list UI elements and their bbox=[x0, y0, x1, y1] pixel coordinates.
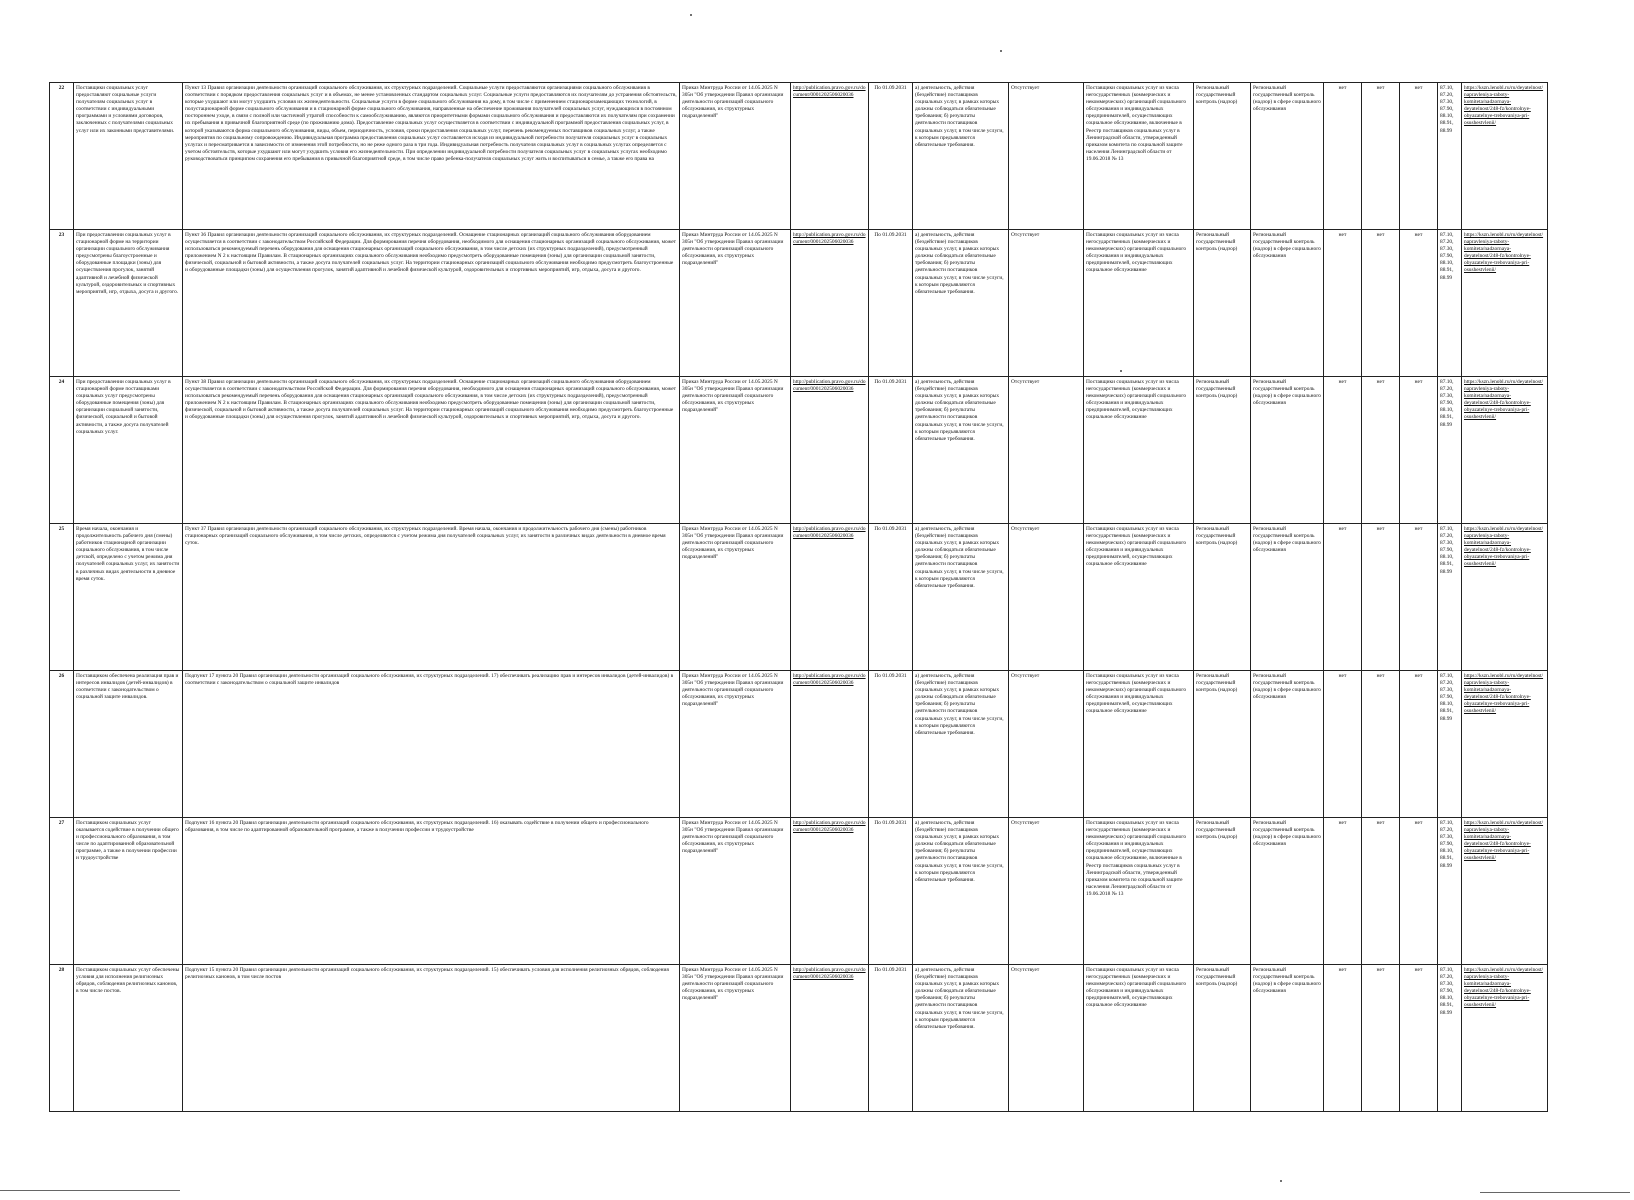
control-object-cell: а) деятельность, действия (бездействие) поставщиков социальных услуг, в рамках которых должны соблюдаться обязательные требования; б) результаты деятельности поставщиков социальных услуг, в том числе услуги, к которым предъявляются обязательные требования. bbox=[913, 83, 1009, 230]
row-number: 23 bbox=[50, 230, 74, 377]
legal-act-cell: Приказ Минтруда России от 14.05.2025 N 305н "Об утверждении Правил организации деятельности организаций социального обслуживания, их структурных подразделений" bbox=[680, 671, 791, 818]
subjects-cell: Поставщики социальных услуг из числа негосударственных (коммерческих и некоммерческих) организаций социального обслуживания и индивидуальных предпринимателей, осуществляющих социальное обслуживание bbox=[1084, 377, 1194, 524]
exceptions-cell: Отсутствует bbox=[1009, 818, 1084, 965]
flag-cell-2: нет bbox=[1362, 818, 1400, 965]
control-type-cell: Региональный государственный контроль (надзор) bbox=[1194, 965, 1251, 1112]
control-object-cell: а) деятельность, действия (бездействие) поставщиков социальных услуг, в рамках которых должны соблюдаться обязательные требования; б) результаты деятельности поставщиков социальных услуг, в том числе услуги, к которым предъявляются обязательные требования. bbox=[913, 965, 1009, 1112]
act-url-cell[interactable]: http://publication.pravo.gov.ru/document/0001202506020036 bbox=[791, 524, 869, 671]
flag-cell-2: нет bbox=[1362, 377, 1400, 524]
page-link-cell[interactable]: https://kszn.lenobl.ru/ru/deyatelnost/napravleniya-raboty-komiteta/nadzornaya-deyatelnost/248-fz/kontrolnye-obyazatelnye-trebovaniya-pri-osushestvlenii/ bbox=[1462, 965, 1548, 1112]
term-cell: По 01.09.2031 bbox=[869, 818, 913, 965]
legal-act-cell: Приказ Минтруда России от 14.05.2025 N 305н "Об утверждении Правил организации деятельности организаций социального обслуживания, их структурных подразделений" bbox=[680, 818, 791, 965]
exceptions-cell: Отсутствует bbox=[1009, 671, 1084, 818]
legal-act-cell: Приказ Минтруда России от 14.05.2025 N 305н "Об утверждении Правил организации деятельности организаций социального обслуживания, их структурных подразделений" bbox=[680, 83, 791, 230]
legal-act-cell: Приказ Минтруда России от 14.05.2025 N 305н "Об утверждении Правил организации деятельности организаций социального обслуживания, их структурных подразделений" bbox=[680, 230, 791, 377]
flag-cell-3: нет bbox=[1400, 671, 1438, 818]
flag-cell-3: нет bbox=[1400, 230, 1438, 377]
act-url-cell[interactable]: http://publication.pravo.gov.ru/document/0001202506020036 bbox=[791, 83, 869, 230]
flag-cell-3: нет bbox=[1400, 83, 1438, 230]
control-name-cell: Региональный государственный контроль (надзор) в сфере социального обслуживания bbox=[1251, 965, 1324, 1112]
control-object-cell: а) деятельность, действия (бездействие) поставщиков социальных услуг, в рамках которых должны соблюдаться обязательные требования; б) результаты деятельности поставщиков социальных услуг, в том числе услуги, к которым предъявляются обязательные требования. bbox=[913, 671, 1009, 818]
table-row bbox=[50, 524, 1548, 671]
requirement-cell: Поставщиком социальных услуг оказывается содействие в получении общего и профессионального образования, в том числе по адаптированной образовательной программе, а также в получении профессии и трудоустройстве bbox=[74, 818, 183, 965]
act-url-cell[interactable]: http://publication.pravo.gov.ru/document/0001202506020036 bbox=[791, 230, 869, 377]
control-type-cell: Региональный государственный контроль (надзор) bbox=[1194, 524, 1251, 671]
page-link-cell[interactable]: https://kszn.lenobl.ru/ru/deyatelnost/napravleniya-raboty-komiteta/nadzornaya-deyatelnost/248-fz/kontrolnye-obyazatelnye-trebovaniya-pri-osushestvlenii/ bbox=[1462, 230, 1548, 377]
okved-cell: 87.10, 87.20, 87.30, 87.90, 88.10, 88.91, 88.99 bbox=[1438, 524, 1462, 671]
row-number: 28 bbox=[50, 965, 74, 1112]
exceptions-cell: Отсутствует bbox=[1009, 524, 1084, 671]
flag-cell-3: нет bbox=[1400, 524, 1438, 671]
exceptions-cell: Отсутствует bbox=[1009, 83, 1084, 230]
legal-act-cell: Приказ Минтруда России от 14.05.2025 N 305н "Об утверждении Правил организации деятельности организаций социального обслуживания, их структурных подразделений" bbox=[680, 965, 791, 1112]
page-link-cell[interactable]: https://kszn.lenobl.ru/ru/deyatelnost/napravleniya-raboty-komiteta/nadzornaya-deyatelnost/248-fz/kontrolnye-obyazatelnye-trebovaniya-pri-osushestvlenii/ bbox=[1462, 83, 1548, 230]
act-url-cell[interactable]: http://publication.pravo.gov.ru/document/0001202506020036 bbox=[791, 377, 869, 524]
flag-cell-3: нет bbox=[1400, 377, 1438, 524]
control-name-cell: Региональный государственный контроль (надзор) в сфере социального обслуживания bbox=[1251, 377, 1324, 524]
control-name-cell: Региональный государственный контроль (надзор) в сфере социального обслуживания bbox=[1251, 818, 1324, 965]
control-type-cell: Региональный государственный контроль (надзор) bbox=[1194, 377, 1251, 524]
table-row bbox=[50, 377, 1548, 524]
okved-cell: 87.10, 87.20, 87.30, 87.90, 88.10, 88.91, 88.99 bbox=[1438, 230, 1462, 377]
control-name-cell: Региональный государственный контроль (надзор) в сфере социального обслуживания bbox=[1251, 83, 1324, 230]
exceptions-cell: Отсутствует bbox=[1009, 230, 1084, 377]
flag-cell-2: нет bbox=[1362, 83, 1400, 230]
row-number: 26 bbox=[50, 671, 74, 818]
row-number: 22 bbox=[50, 83, 74, 230]
subjects-cell: Поставщики социальных услуг из числа негосударственных (коммерческих и некоммерческих) организаций социального обслуживания и индивидуальных предпринимателей, осуществляющих социальное обслуживание bbox=[1084, 230, 1194, 377]
okved-cell: 87.10, 87.20, 87.30, 87.90, 88.10, 88.91, 88.99 bbox=[1438, 671, 1462, 818]
control-object-cell: а) деятельность, действия (бездействие) поставщиков социальных услуг, в рамках которых должны соблюдаться обязательные требования; б) результаты деятельности поставщиков социальных услуг, в том числе услуги, к которым предъявляются обязательные требования. bbox=[913, 524, 1009, 671]
term-cell: По 01.09.2031 bbox=[869, 230, 913, 377]
scan-artifact bbox=[1480, 1192, 1630, 1193]
scan-artifact bbox=[1000, 50, 1002, 52]
requirements-table bbox=[49, 82, 1548, 1112]
norm-text-cell: Подпункт 15 пункта 20 Правил организации деятельности организаций социального обслуживания, их структурных подразделений. 15) обеспечивать условия для исполнения религиозных обрядов, соблюдения религиозных канонов, в том числе постов bbox=[183, 965, 680, 1112]
norm-text-cell: Пункт 36 Правил организации деятельности организаций социального обслуживания, их структурных подразделений. Оснащение стационарных организаций социального обслуживания оборудованием осуществляется в соответствии с законодательством Российской Федерации. Для формирования перечня оборудования, необходимого для оснащения стационарных организаций социального обслуживания, может использоваться рекомендуемый перечень оборудования для оснащения стационарных организаций социального обслуживания, в том числе детских (их структурных подразделений), предусмотренный приложением N 2 к настоящим Правилам. В стационарных организациях социального обслуживания необходимо предусмотреть оборудованные помещения (зоны) для организации социальной занятости, физической, социальной и бытовой активности, а также досуга получателей социальных услуг. На территории стационарных организаций социального обслуживания необходимо предусмотреть благоустроенные и оборудованные площадки (зоны) для осуществления прогулок, занятий адаптивной и лечебной физической культурой, оздоровительных и спортивных мероприятий, игр, отдыха, досуга и другого. bbox=[183, 230, 680, 377]
control-name-cell: Региональный государственный контроль (надзор) в сфере социального обслуживания bbox=[1251, 230, 1324, 377]
term-cell: По 01.09.2031 bbox=[869, 83, 913, 230]
term-cell: По 01.09.2031 bbox=[869, 671, 913, 818]
control-type-cell: Региональный государственный контроль (надзор) bbox=[1194, 671, 1251, 818]
flag-cell-1: нет bbox=[1324, 671, 1362, 818]
row-number: 25 bbox=[50, 524, 74, 671]
page-link-cell[interactable]: https://kszn.lenobl.ru/ru/deyatelnost/napravleniya-raboty-komiteta/nadzornaya-deyatelnost/248-fz/kontrolnye-obyazatelnye-trebovaniya-pri-osushestvlenii/ bbox=[1462, 377, 1548, 524]
flag-cell-1: нет bbox=[1324, 965, 1362, 1112]
legal-act-cell: Приказ Минтруда России от 14.05.2025 N 305н "Об утверждении Правил организации деятельности организаций социального обслуживания, их структурных подразделений" bbox=[680, 377, 791, 524]
scan-artifact bbox=[1120, 370, 1122, 372]
norm-text-cell: Подпункт 16 пункта 20 Правил организации деятельности организаций социального обслуживания, их структурных подразделений. 16) оказывать содействие в получении общего и профессионального образования, в том числе по адаптированной образовательной программе, а также в получении профессии и трудоустройстве bbox=[183, 818, 680, 965]
flag-cell-1: нет bbox=[1324, 818, 1362, 965]
control-type-cell: Региональный государственный контроль (надзор) bbox=[1194, 83, 1251, 230]
control-object-cell: а) деятельность, действия (бездействие) поставщиков социальных услуг, в рамках которых должны соблюдаться обязательные требования; б) результаты деятельности поставщиков социальных услуг, в том числе услуги, к которым предъявляются обязательные требования. bbox=[913, 377, 1009, 524]
flag-cell-2: нет bbox=[1362, 524, 1400, 671]
okved-cell: 87.10, 87.20, 87.30, 87.90, 88.10, 88.91, 88.99 bbox=[1438, 965, 1462, 1112]
legal-act-cell: Приказ Минтруда России от 14.05.2025 N 305н "Об утверждении Правил организации деятельности организаций социального обслуживания, их структурных подразделений" bbox=[680, 524, 791, 671]
requirement-cell: Время начала, окончания и продолжительность рабочего дня (смены) работников стационарной организации социального обслуживания, в том числе детской, определено с учетом режима дня получателей социальных услуг, их занятости в различных видах деятельности в дневное время суток. bbox=[74, 524, 183, 671]
exceptions-cell: Отсутствует bbox=[1009, 965, 1084, 1112]
flag-cell-1: нет bbox=[1324, 83, 1362, 230]
exceptions-cell: Отсутствует bbox=[1009, 377, 1084, 524]
subjects-cell: Поставщики социальных услуг из числа негосударственных (коммерческих и некоммерческих) организаций социального обслуживания и индивидуальных предпринимателей, осуществляющих социальное обслуживание bbox=[1084, 965, 1194, 1112]
flag-cell-2: нет bbox=[1362, 230, 1400, 377]
scan-artifact bbox=[1280, 1180, 1282, 1182]
scan-artifact bbox=[690, 14, 692, 16]
subjects-cell: Поставщики социальных услуг из числа негосударственных (коммерческих и некоммерческих) организаций социального обслуживания и индивидуальных предпринимателей, осуществляющих социальное обслуживание, включенные в Реестр поставщиков социальных услуг в Ленинградской области, утвержденный приказом комитета по социальной защите населения Ленинградской области от 19.06.2018 № 13 bbox=[1084, 818, 1194, 965]
requirement-cell: При предоставлении социальных услуг в стационарной форме поставщиками социальных услуг предусмотрены оборудованные помещения (зоны) для организации социальной занятости, физической, социальной и бытовой активности, а также досуга получателей социальных услуг. bbox=[74, 377, 183, 524]
flag-cell-1: нет bbox=[1324, 377, 1362, 524]
norm-text-cell: Пункт 38 Правил организации деятельности организаций социального обслуживания, их структурных подразделений. Оснащение стационарных организаций социального обслуживания оборудованием осуществляется в соответствии с законодательством Российской Федерации. Для формирования перечня оборудования, необходимого для оснащения стационарных организаций социального обслуживания, может использоваться рекомендуемый перечень оборудования для оснащения стационарных организаций социального обслуживания, в том числе детских (их структурных подразделений), предусмотренный приложением N 2 к настоящим Правилам. В стационарных организациях социального обслуживания необходимо предусмотреть оборудованные помещения (зоны) для организации социальной занятости, физической, социальной и бытовой активности, а также досуга получателей социальных услуг. На территории стационарных организаций социального обслуживания необходимо предусмотреть благоустроенные и оборудованные площадки (зоны) для осуществления прогулок, занятий адаптивной и лечебной физической культурой, оздоровительных и спортивных мероприятий, игр, отдыха, досуга и другого. bbox=[183, 377, 680, 524]
control-name-cell: Региональный государственный контроль (надзор) в сфере социального обслуживания bbox=[1251, 524, 1324, 671]
control-object-cell: а) деятельность, действия (бездействие) поставщиков социальных услуг, в рамках которых должны соблюдаться обязательные требования; б) результаты деятельности поставщиков социальных услуг, в том числе услуги, к которым предъявляются обязательные требования. bbox=[913, 230, 1009, 377]
requirement-cell: Поставщиком обеспечена реализация прав и интересов инвалидов (детей-инвалидов) в соответствии с законодательством о социальной защите инвалидов. bbox=[74, 671, 183, 818]
control-object-cell: а) деятельность, действия (бездействие) поставщиков социальных услуг, в рамках которых должны соблюдаться обязательные требования; б) результаты деятельности поставщиков социальных услуг, в том числе услуги, к которым предъявляются обязательные требования. bbox=[913, 818, 1009, 965]
flag-cell-2: нет bbox=[1362, 965, 1400, 1112]
term-cell: По 01.09.2031 bbox=[869, 377, 913, 524]
flag-cell-3: нет bbox=[1400, 965, 1438, 1112]
act-url-cell[interactable]: http://publication.pravo.gov.ru/document/0001202506020036 bbox=[791, 965, 869, 1112]
requirement-cell: Поставщиком социальных услуг обеспечены условия для исполнения религиозных обрядов, соблюдения религиозных канонов, в том числе постов. bbox=[74, 965, 183, 1112]
table-row bbox=[50, 671, 1548, 818]
table-row bbox=[50, 965, 1548, 1112]
requirement-cell: Поставщики социальных услуг предоставляют социальные услуги получателям социальных услуг в соответствии с индивидуальными программами и условиями договоров, заключенных с получателями социальных услуг или их законными представителями. bbox=[74, 83, 183, 230]
row-number: 27 bbox=[50, 818, 74, 965]
control-name-cell: Региональный государственный контроль (надзор) в сфере социального обслуживания bbox=[1251, 671, 1324, 818]
page-link-cell[interactable]: https://kszn.lenobl.ru/ru/deyatelnost/napravleniya-raboty-komiteta/nadzornaya-deyatelnost/248-fz/kontrolnye-obyazatelnye-trebovaniya-pri-osushestvlenii/ bbox=[1462, 524, 1548, 671]
okved-cell: 87.10, 87.20, 87.30, 87.90, 88.10, 88.91, 88.99 bbox=[1438, 818, 1462, 965]
table-row bbox=[50, 818, 1548, 965]
page-link-cell[interactable]: https://kszn.lenobl.ru/ru/deyatelnost/napravleniya-raboty-komiteta/nadzornaya-deyatelnost/248-fz/kontrolnye-obyazatelnye-trebovaniya-pri-osushestvlenii/ bbox=[1462, 818, 1548, 965]
page-link-cell[interactable]: https://kszn.lenobl.ru/ru/deyatelnost/napravleniya-raboty-komiteta/nadzornaya-deyatelnost/248-fz/kontrolnye-obyazatelnye-trebovaniya-pri-osushestvlenii/ bbox=[1462, 671, 1548, 818]
flag-cell-2: нет bbox=[1362, 671, 1400, 818]
requirement-cell: При предоставлении социальных услуг в стационарной форме на территории организации социального обслуживания предусмотрены благоустроенные и оборудованные площадки (зоны) для осуществления прогулок, занятий адаптивной и лечебной физической культурой, оздоровительных и спортивных мероприятий, игр, отдыха, досуга и другого. bbox=[74, 230, 183, 377]
control-type-cell: Региональный государственный контроль (надзор) bbox=[1194, 818, 1251, 965]
control-type-cell: Региональный государственный контроль (надзор) bbox=[1194, 230, 1251, 377]
act-url-cell[interactable]: http://publication.pravo.gov.ru/document/0001202506020036 bbox=[791, 671, 869, 818]
scan-artifact bbox=[0, 1190, 180, 1191]
subjects-cell: Поставщики социальных услуг из числа негосударственных (коммерческих и некоммерческих) организаций социального обслуживания и индивидуальных предпринимателей, осуществляющих социальное обслуживание bbox=[1084, 524, 1194, 671]
table-row bbox=[50, 83, 1548, 230]
act-url-cell[interactable]: http://publication.pravo.gov.ru/document/0001202506020036 bbox=[791, 818, 869, 965]
row-number: 24 bbox=[50, 377, 74, 524]
table-row bbox=[50, 230, 1548, 377]
flag-cell-1: нет bbox=[1324, 230, 1362, 377]
norm-text-cell: Подпункт 17 пункта 20 Правил организации деятельности организаций социального обслуживания, их структурных подразделений. 17) обеспечивать реализацию прав и интересов инвалидов (детей-инвалидов) в соответствии с законодательством о социальной защите инвалидов bbox=[183, 671, 680, 818]
norm-text-cell: Пункт 13 Правил организации деятельности организаций социального обслуживания, их структурных подразделений. Социальные услуги предоставляются организациями социального обслуживания в соответствии с порядком предоставления социальных услуг и в объемах, не менее установленных стандартом социальных услуг. Социальные услуги предоставляются их получателям до устранения обстоятельств, которые ухудшают или могут ухудшить условия их жизнедеятельности. Социальные услуги в форме социального обслуживания на дому, в том числе с применением стационарозамещающих технологий, в полустационарной форме социального обслуживания и в стационарной форме социального обслуживания, направленные на обеспечение проживания получателей социальных услуг, нуждающихся в постоянном постороннем уходе, в связи с полной или частичной утратой способности к самообслуживанию, являются приоритетными формами социального обслуживания и предоставляются их получателям при сохранении их пребывания в привычной благоприятной среде (по проживанию дома). Предоставление социальных услуг осуществляется в соответствии с индивидуальной программой предоставления социальных услуг, в которой указываются форма социального обслуживания, виды, объем, периодичность, условия, сроки предоставления социальных услуг, перечень рекомендуемых поставщиков социальных услуг, а также мероприятия по социальному сопровождению. Индивидуальная программа предоставления социальных услуг составляется исходя из индивидуальной потребности получателя социальных услуг в социальных услугах и пересматривается в зависимости от изменения этой потребности, но не реже одного раза в три года. Индивидуальная потребность получателя социальных услуг в социальных услугах определяется с учетом обстоятельств, которые ухудшают или могут ухудшить условия его жизнедеятельности. При определении индивидуальной потребности получателя социальных услуг в социальных услугах необходимо руководствоваться принципом сохранения его пребывания в привычной благоприятной среде, в том числе право ребенка-получателя социальных услуг жить и воспитываться в семье, а также его права на bbox=[183, 83, 680, 230]
table-body bbox=[50, 83, 1548, 1112]
subjects-cell: Поставщики социальных услуг из числа негосударственных (коммерческих и некоммерческих) организаций социального обслуживания и индивидуальных предпринимателей, осуществляющих социальное обслуживание bbox=[1084, 671, 1194, 818]
okved-cell: 87.10, 87.20, 87.30, 87.90, 88.10, 88.91, 88.99 bbox=[1438, 377, 1462, 524]
flag-cell-1: нет bbox=[1324, 524, 1362, 671]
okved-cell: 87.10, 87.20, 87.30, 87.90, 88.10, 88.91, 88.99 bbox=[1438, 83, 1462, 230]
subjects-cell: Поставщики социальных услуг из числа негосударственных (коммерческих и некоммерческих) организаций социального обслуживания и индивидуальных предпринимателей, осуществляющих социальное обслуживание, включенные в Реестр поставщиков социальных услуг в Ленинградской области, утвержденный приказом комитета по социальной защите населения Ленинградской области от 19.06.2018 № 13 bbox=[1084, 83, 1194, 230]
term-cell: По 01.09.2031 bbox=[869, 965, 913, 1112]
flag-cell-3: нет bbox=[1400, 818, 1438, 965]
term-cell: По 01.09.2031 bbox=[869, 524, 913, 671]
norm-text-cell: Пункт 37 Правил организации деятельности организаций социального обслуживания, их структурных подразделений. Время начала, окончания и продолжительность рабочего дня (смены) работников стационарных организаций социального обслуживания, в том числе детских, определяются с учетом режима дня получателей социальных услуг, их занятости в различных видах деятельности в дневное время суток. bbox=[183, 524, 680, 671]
